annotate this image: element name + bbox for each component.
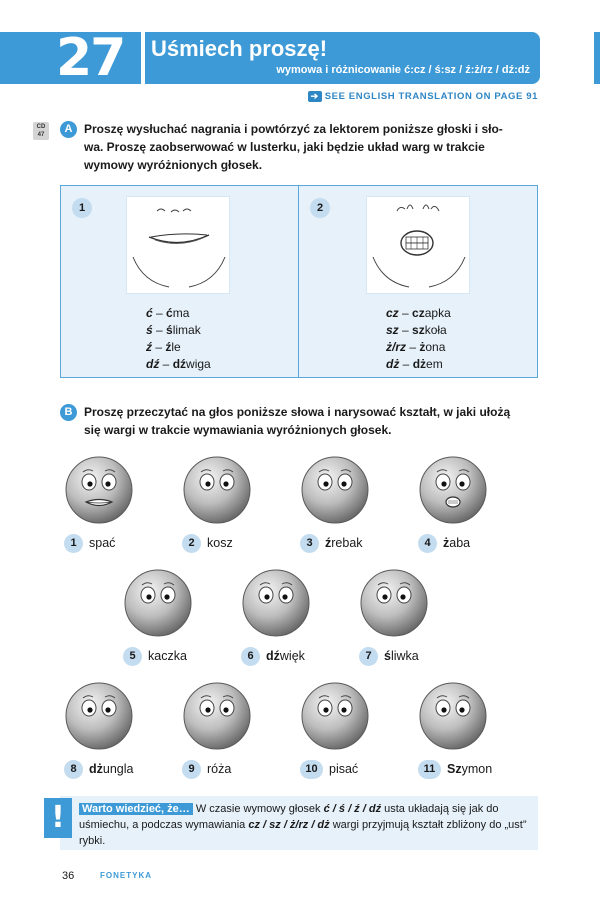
section-name: FONETYKA bbox=[100, 871, 152, 880]
item-number: 4 bbox=[418, 534, 437, 553]
sound-pair: cz – czapka bbox=[386, 306, 451, 320]
header-divider bbox=[141, 32, 145, 84]
sound-pair: ć – ćma bbox=[146, 306, 190, 320]
smiley-ball-icon[interactable] bbox=[300, 681, 370, 751]
sound-pair: ż/rz – żona bbox=[386, 340, 446, 354]
panel-number: 2 bbox=[310, 198, 330, 218]
exercise-item bbox=[64, 759, 133, 779]
sound-pair: ś – ślimak bbox=[146, 323, 201, 337]
page-number: 36 bbox=[62, 870, 75, 882]
smiling-lips-illustration bbox=[126, 196, 230, 294]
exercise-item bbox=[418, 533, 470, 553]
sound-pair: ź – źle bbox=[146, 340, 181, 354]
item-word: żaba bbox=[443, 536, 471, 550]
lesson-number: 27 bbox=[56, 28, 125, 88]
rounded-mouth-icon bbox=[367, 197, 471, 295]
instruction-line: wa. Proszę zaobserwować w lusterku, jaki będzie układ warg w trakcie bbox=[84, 140, 485, 154]
item-word: śliwka bbox=[384, 649, 419, 663]
exercise-item bbox=[182, 533, 233, 553]
sound-pair-list bbox=[386, 305, 451, 373]
item-number: 5 bbox=[123, 647, 142, 666]
translation-link[interactable] bbox=[308, 91, 538, 102]
instruction-line: wymowy wyróżnionych głosek. bbox=[84, 158, 263, 172]
exercise-item bbox=[241, 646, 305, 666]
smiley-ball-icon[interactable] bbox=[359, 568, 429, 638]
articulation-box-divider bbox=[298, 185, 299, 378]
section-b-instruction bbox=[84, 403, 544, 439]
instruction-line: Proszę wysłuchać nagrania i powtórzyć za lektorem poniższe głoski i sło- bbox=[84, 122, 503, 136]
smiley-ball-icon[interactable] bbox=[64, 681, 134, 751]
cd-icon bbox=[33, 122, 49, 140]
exclamation-icon: ! bbox=[44, 798, 72, 838]
exercise-item bbox=[300, 759, 358, 779]
sound-pair: sz – szkoła bbox=[386, 323, 447, 337]
instruction-line: Proszę przeczytać na głos poniższe słowa i narysować kształt, w jaki ułożą bbox=[84, 405, 511, 419]
item-word: dżungla bbox=[89, 762, 134, 776]
item-number: 8 bbox=[64, 760, 83, 779]
rounded-lips-illustration bbox=[366, 196, 470, 294]
smiley-ball-icon[interactable] bbox=[300, 455, 370, 525]
section-a-badge: A bbox=[60, 121, 77, 138]
item-word: kaczka bbox=[148, 649, 187, 663]
panel-number: 1 bbox=[72, 198, 92, 218]
item-word: Szymon bbox=[447, 762, 493, 776]
smiley-ball-icon[interactable] bbox=[241, 568, 311, 638]
item-number: 10 bbox=[300, 760, 323, 779]
item-word: róża bbox=[207, 762, 232, 776]
arrow-right-icon: ➔ bbox=[308, 91, 322, 102]
smiley-ball-icon[interactable] bbox=[182, 455, 252, 525]
section-a-instruction bbox=[84, 120, 544, 174]
item-word: pisać bbox=[329, 762, 359, 776]
smiley-ball-icon[interactable] bbox=[418, 681, 488, 751]
item-word: dźwięk bbox=[266, 649, 305, 663]
exercise-item bbox=[359, 646, 419, 666]
item-word: źrebak bbox=[325, 536, 363, 550]
exercise-item bbox=[418, 759, 492, 779]
exercise-item bbox=[182, 759, 231, 779]
sound-pair: dż – dżem bbox=[386, 357, 443, 371]
smiley-ball-icon[interactable] bbox=[418, 455, 488, 525]
instruction-line: się wargi w trakcie wymawiania wyróżnionych głosek. bbox=[84, 423, 392, 437]
item-word: kosz bbox=[207, 536, 233, 550]
lesson-title: Uśmiech proszę! bbox=[151, 36, 328, 61]
tip-text: Warto wiedzieć, że… W czasie wymowy głosek ć / ś / ź / dź usta układają się jak do uśmiechu, a podczas wymawiania cz / sz / ż/rz / dż wargi przyjmują kształt zbliżony do „ust” rybki. bbox=[79, 803, 527, 847]
lesson-subtitle: wymowa i różnicowanie ć:cz / ś:sz / ź:ż/rz / dź:dż bbox=[276, 64, 530, 76]
translation-link-label: SEE ENGLISH TRANSLATION ON PAGE 91 bbox=[324, 91, 538, 102]
page-edge-tab bbox=[594, 32, 600, 84]
sound-pair-list bbox=[146, 305, 211, 373]
item-number: 3 bbox=[300, 534, 319, 553]
section-b-badge: B bbox=[60, 404, 77, 421]
item-number: 6 bbox=[241, 647, 260, 666]
exercise-item bbox=[123, 646, 187, 666]
item-number: 1 bbox=[64, 534, 83, 553]
item-number: 9 bbox=[182, 760, 201, 779]
item-number: 7 bbox=[359, 647, 378, 666]
exercise-item bbox=[300, 533, 363, 553]
smiley-ball-icon[interactable] bbox=[64, 455, 134, 525]
cd-track: 47 bbox=[37, 132, 45, 138]
smiling-mouth-icon bbox=[127, 197, 231, 295]
smiley-ball-icon[interactable] bbox=[182, 681, 252, 751]
item-word: spać bbox=[89, 536, 116, 550]
smiley-ball-icon[interactable] bbox=[123, 568, 193, 638]
item-number: 2 bbox=[182, 534, 201, 553]
item-number: 11 bbox=[418, 760, 441, 779]
sound-pair: dź – dźwiga bbox=[146, 357, 211, 371]
tip-heading: Warto wiedzieć, że… bbox=[79, 803, 193, 815]
exercise-item bbox=[64, 533, 115, 553]
cd-label: CD bbox=[36, 124, 46, 130]
